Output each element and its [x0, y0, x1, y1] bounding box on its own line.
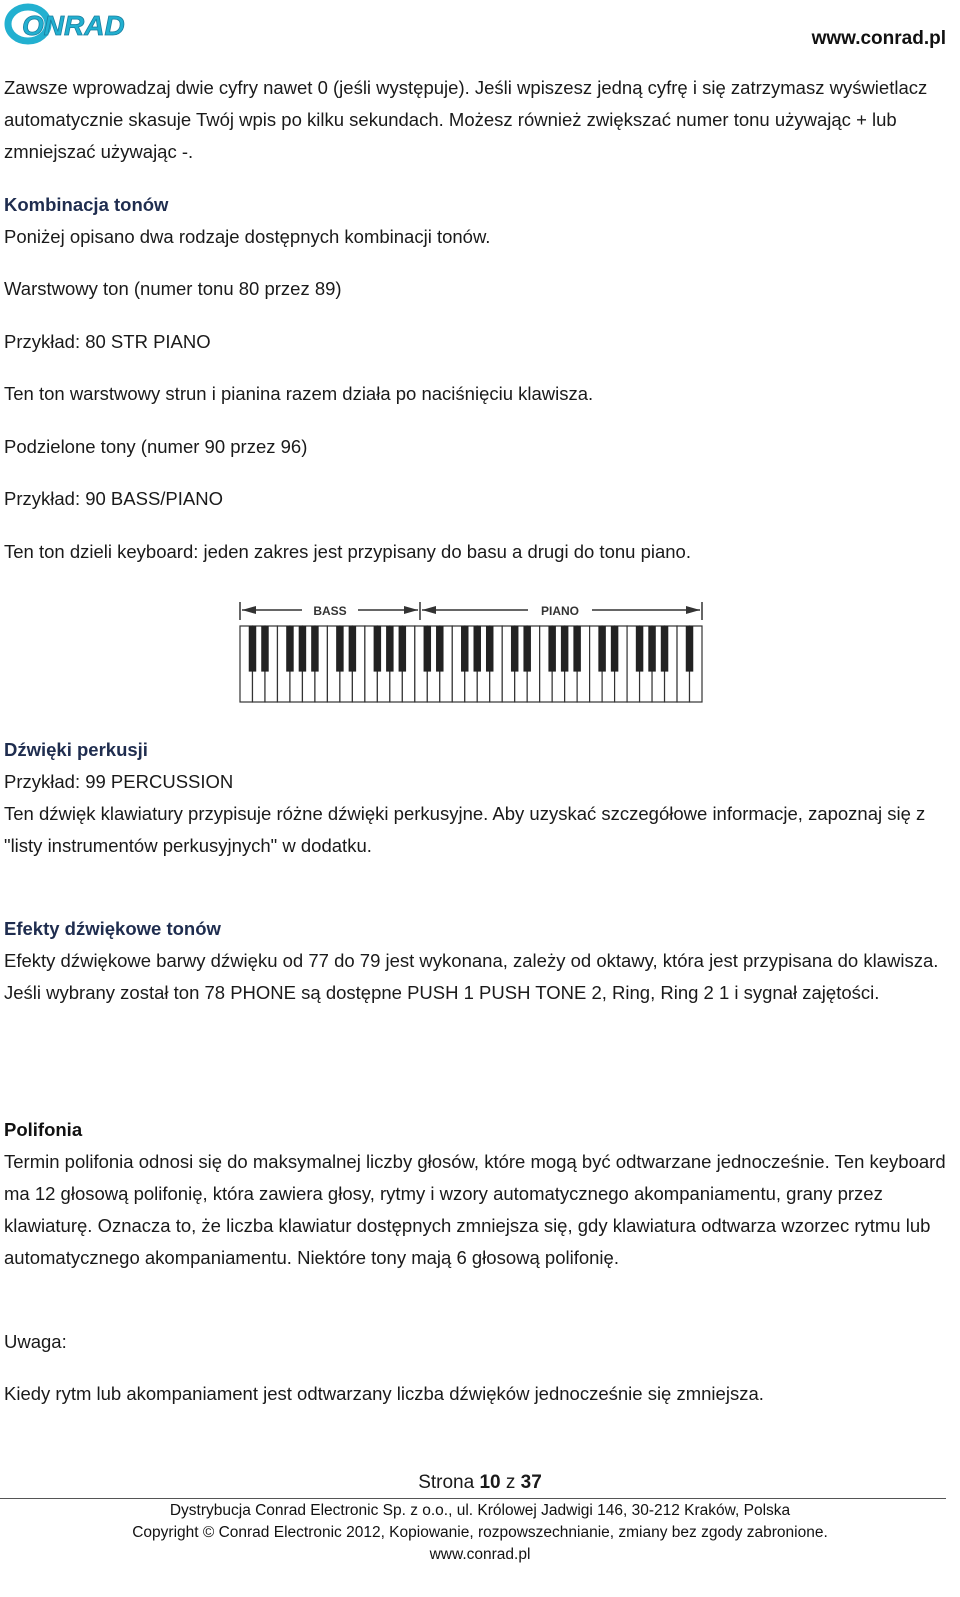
paragraph-digits: Zawsze wprowadzaj dwie cyfry nawet 0 (jeśli występuje). Jeśli wpiszesz jedną cyfrę i się zatrzymasz wyświetlacz automatycznie skasuje Twój wpis po kilku sekundach. Możesz również zwiększać numer tonu używając + lub zmniejszać używając -.: [4, 77, 928, 162]
black-key: [386, 626, 393, 672]
footer-copyright: Copyright © Conrad Electronic 2012, Kopiowanie, rozpowszechnianie, zmiany bez zgody zabronione.: [132, 1524, 828, 1541]
black-key: [636, 626, 643, 672]
page-number: [0, 1472, 960, 1494]
paragraph-example-90: Przykład: 90 BASS/PIANO: [4, 488, 224, 509]
footer-url: www.conrad.pl: [429, 1546, 531, 1563]
conrad-logo: [4, 2, 164, 46]
black-key: [311, 626, 318, 672]
paragraph-layered-tone: Warstwowy ton (numer tonu 80 przez 89): [4, 278, 342, 299]
black-key: [461, 626, 468, 672]
black-key: [424, 626, 431, 672]
piano-label: PIANO: [540, 604, 580, 618]
black-key: [261, 626, 268, 672]
paragraph-example-99: Przykład: 99 PERCUSSION: [4, 771, 234, 792]
black-key: [473, 626, 480, 672]
paragraph-percussion-desc: Ten dźwięk klawiatury przypisuje różne dźwięki perkusyjne. Aby uzyskać szczegółowe informacje, zapoznaj się z "listy instrumentów perkusyjnych" w dodatku.: [4, 803, 926, 856]
black-key: [611, 626, 618, 672]
black-key: [523, 626, 530, 672]
black-key: [249, 626, 256, 672]
black-key: [686, 626, 693, 672]
bass-arrow-left-head: [242, 606, 256, 614]
paragraph-combination-intro: Poniżej opisano dwa rodzaje dostępnych kombinacji tonów.: [4, 226, 491, 247]
bass-arrow-right-head: [404, 606, 418, 614]
paragraph-example-80: Przykład: 80 STR PIANO: [4, 331, 211, 352]
paragraph-split-desc: Ten ton dzieli keyboard: jeden zakres jest przypisany do basu a drugi do tonu piano.: [4, 541, 691, 562]
site-url: www.conrad.pl: [811, 28, 946, 49]
black-key: [661, 626, 668, 672]
black-key: [436, 626, 443, 672]
page-total: 37: [520, 1472, 542, 1493]
svg-text:ONRAD: ONRAD: [22, 10, 125, 41]
paragraph-split-tone: Podzielone tony (numer 90 przez 96): [4, 436, 308, 457]
black-key: [286, 626, 293, 672]
black-key: [299, 626, 306, 672]
black-key: [598, 626, 605, 672]
heading-kombinacja: Kombinacja tonów: [4, 194, 169, 215]
footer-distribution: Dystrybucja Conrad Electronic Sp. z o.o., ul. Królowej Jadwigi 146, 30-212 Kraków, Polska: [169, 1502, 791, 1519]
paragraph-effects-desc: Efekty dźwiękowe barwy dźwięku od 77 do 79 jest wykonana, zależy od oktawy, która jest przypisana do klawisza. Jeśli wybrany został ton 78 PHONE są dostępne PUSH 1 PUSH TONE 2, Ring, Ring 2 1 i sygnał zajętości.: [4, 950, 939, 1003]
bass-label: BASS: [313, 604, 347, 618]
black-key: [573, 626, 580, 672]
piano-arrow-right-head: [686, 606, 700, 614]
page-separator: z: [500, 1472, 521, 1493]
note-label: Uwaga:: [4, 1331, 67, 1352]
black-key: [561, 626, 568, 672]
paragraph-polyphony-desc: Termin polifonia odnosi się do maksymalnej liczby głosów, które mogą być odtwarzane jednocześnie. Ten keyboard ma 12 głosową polifonię, która zawiera głosy, rytmy i wzory automatycznego akompaniamentu, grany przez klawiaturę. Oznacza to, że liczba klawiatur dostępnych zmniejsza się, gdy klawiatura odtwarza wzorzec rytmu lub automatycznego akompaniamentu. Niektóre tony mają 6 głosową polifonię.: [4, 1151, 946, 1268]
paragraph-note-desc: Kiedy rytm lub akompaniament jest odtwarzany liczba dźwięków jednocześnie się zmniejsza.: [4, 1383, 764, 1404]
footer-divider: [0, 1498, 946, 1499]
heading-polifonia: Polifonia: [4, 1119, 83, 1140]
black-key: [349, 626, 356, 672]
black-key: [374, 626, 381, 672]
black-key: [336, 626, 343, 672]
black-key: [486, 626, 493, 672]
black-key: [511, 626, 518, 672]
page-prefix: Strona: [418, 1472, 480, 1493]
page-current: 10: [479, 1472, 501, 1493]
black-key: [548, 626, 555, 672]
heading-perkusja: Dźwięki perkusji: [4, 739, 148, 760]
heading-efekty: Efekty dźwiękowe tonów: [4, 918, 221, 939]
piano-arrow-left-head: [422, 606, 436, 614]
keyboard-split-diagram: [236, 598, 706, 706]
paragraph-layered-desc: Ten ton warstwowy strun i pianina razem działa po naciśnięciu klawisza.: [4, 383, 594, 404]
black-key: [399, 626, 406, 672]
black-key: [648, 626, 655, 672]
